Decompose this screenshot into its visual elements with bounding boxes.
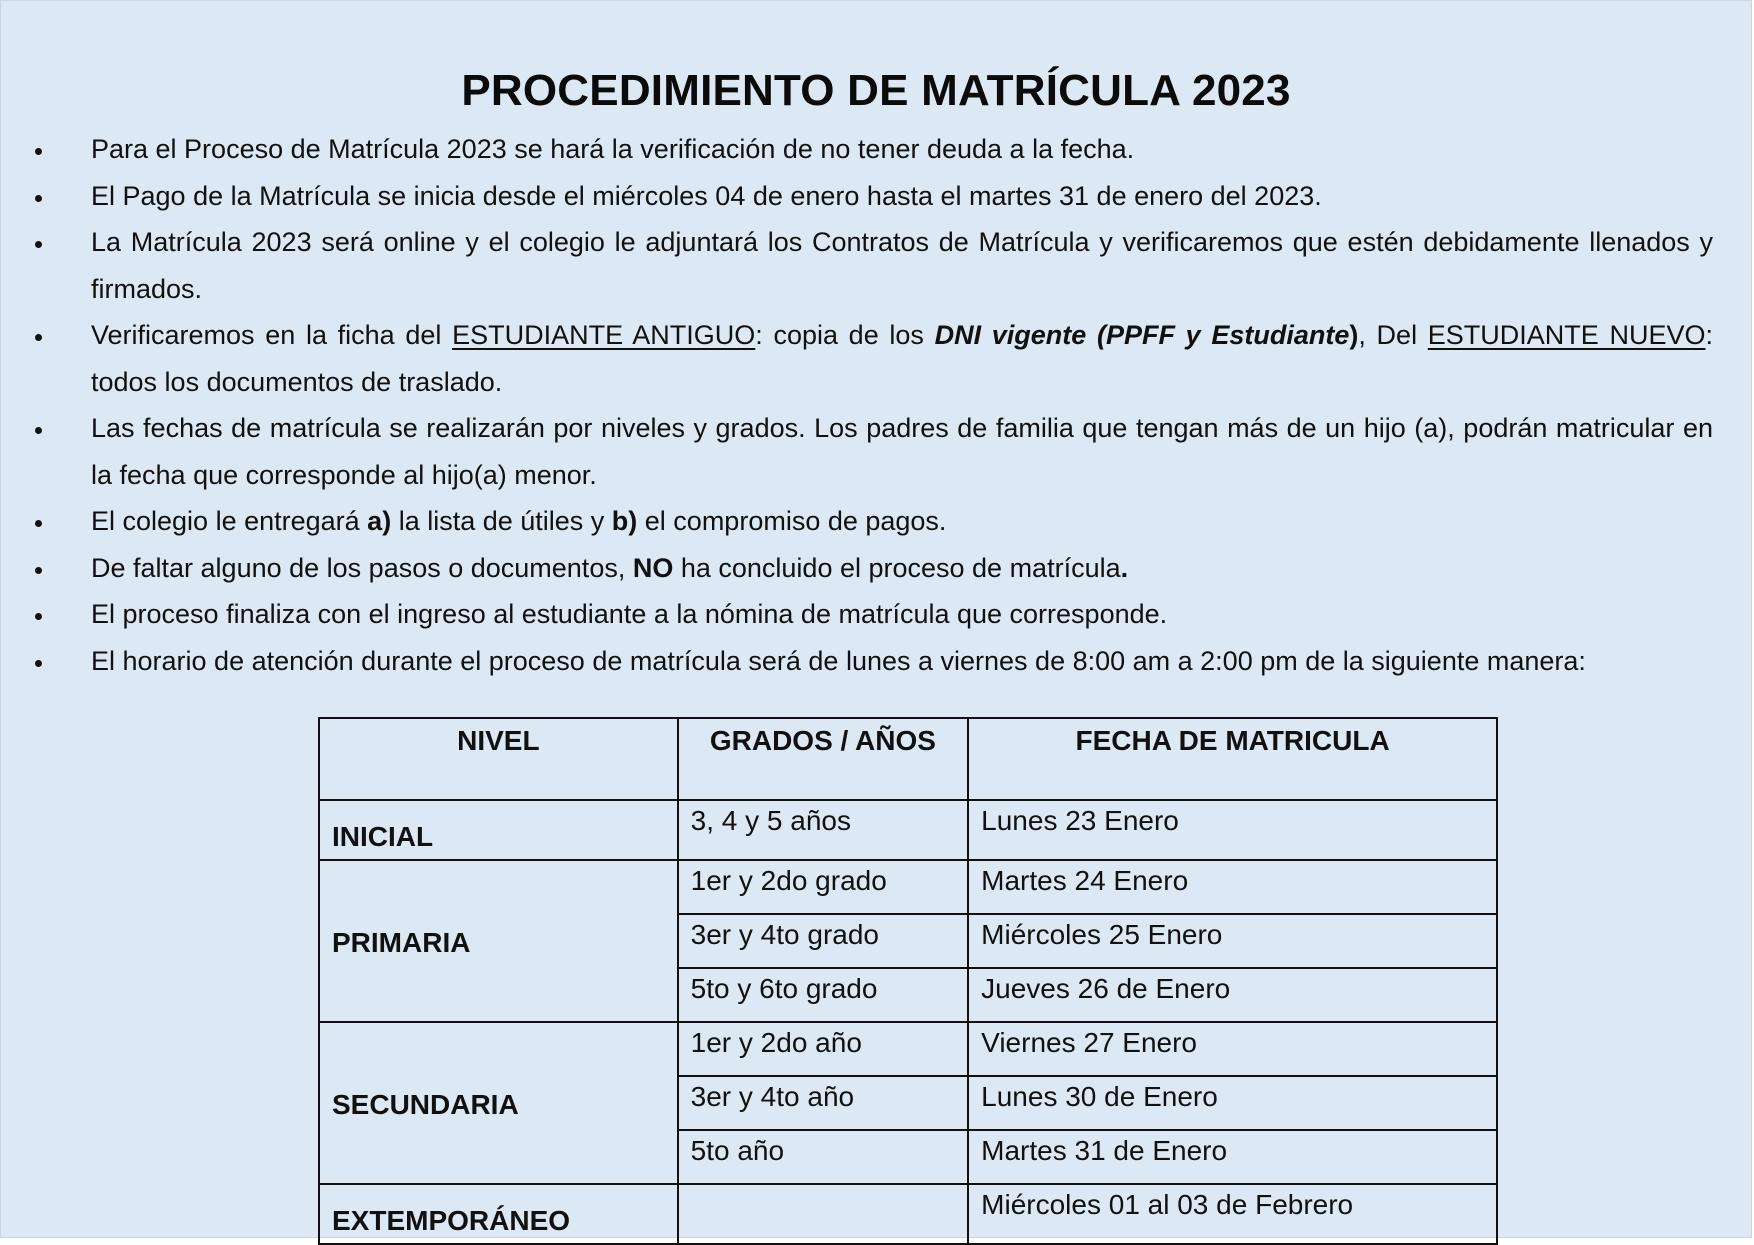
date-cell: Martes 31 de Enero xyxy=(968,1130,1497,1184)
list-item-text: ha concluido el proceso de matrícula xyxy=(673,552,1121,583)
grade-cell: 1er y 2do grado xyxy=(678,860,969,914)
bold-text: b) xyxy=(611,506,638,536)
list-item-text: Las fechas de matrícula se realizarán por niveles y grados. Los padres de familia que tengan más de un hijo (a), podrán matricular en la fecha que corresponde al hijo(a) menor. xyxy=(91,413,1713,490)
list-item xyxy=(91,173,1713,220)
grade-cell: 3er y 4to año xyxy=(678,1076,969,1130)
list-item-text: El colegio le entregará xyxy=(91,506,368,536)
bold-text: NO xyxy=(632,552,674,583)
list-item xyxy=(91,545,1713,592)
table-row xyxy=(319,800,1497,860)
bold-text: ) xyxy=(1349,320,1359,350)
table-row xyxy=(319,1184,1497,1244)
list-item-text: Para el Proceso de Matrícula 2023 se hará la verificación de no tener deuda a la fecha. xyxy=(91,134,1135,164)
list-item-text: La Matrícula 2023 será online y el colegio le adjuntará los Contratos de Matrícula y verificaremos que estén debidamente llenados y firmados. xyxy=(91,227,1713,304)
list-item xyxy=(91,591,1713,638)
grade-cell: 3er y 4to grado xyxy=(678,914,969,968)
list-item-text: El Pago de la Matrícula se inicia desde el miércoles 04 de enero hasta el martes 31 de enero del 2023. xyxy=(91,180,1322,211)
list-item-text: Verificaremos en la ficha del xyxy=(91,320,453,350)
list-item-text: el compromiso de pagos. xyxy=(637,506,947,536)
level-cell-inicial: INICIAL xyxy=(319,800,678,860)
date-cell: Miércoles 01 al 03 de Febrero xyxy=(968,1184,1497,1244)
table-header-row xyxy=(319,718,1497,800)
list-item xyxy=(91,312,1713,405)
level-cell-extemporaneo: EXTEMPORÁNEO xyxy=(319,1184,678,1244)
underlined-text: ESTUDIANTE ANTIGUO xyxy=(452,320,756,350)
list-item-text: , Del xyxy=(1358,320,1428,350)
list-item-text: De faltar alguno de los pasos o documentos, xyxy=(91,552,633,583)
grade-cell: 1er y 2do año xyxy=(678,1022,969,1076)
table-row xyxy=(319,1022,1497,1076)
grade-cell: 3, 4 y 5 años xyxy=(678,800,969,860)
list-item-text: El proceso finaliza con el ingreso al estudiante a la nómina de matrícula que corresponde. xyxy=(91,599,1168,629)
list-item xyxy=(91,638,1713,685)
list-item-text: : todos los documentos de traslado. xyxy=(91,320,1713,397)
list-item xyxy=(91,498,1713,545)
enrollment-schedule-table xyxy=(318,717,1498,1245)
date-cell: Viernes 27 Enero xyxy=(968,1022,1497,1076)
list-item-text: El horario de atención durante el proceso de matrícula será de lunes a viernes de 8:00 am a 2:00 pm de la siguiente manera: xyxy=(91,645,1586,676)
bold-italic-text: DNI vigente (PPFF y Estudiante xyxy=(934,320,1350,350)
column-header-nivel: NIVEL xyxy=(319,718,678,800)
list-item-text: la lista de útiles y xyxy=(391,506,612,536)
column-header-fecha: FECHA DE MATRICULA xyxy=(968,718,1497,800)
level-cell-primaria: PRIMARIA xyxy=(319,860,678,1022)
list-item xyxy=(91,405,1713,498)
procedure-list xyxy=(1,126,1751,684)
grade-cell xyxy=(678,1184,969,1244)
grade-cell: 5to y 6to grado xyxy=(678,968,969,1022)
table-row xyxy=(319,860,1497,914)
level-cell-secundaria: SECUNDARIA xyxy=(319,1022,678,1184)
bold-text: . xyxy=(1120,552,1129,583)
grade-cell: 5to año xyxy=(678,1130,969,1184)
date-cell: Jueves 26 de Enero xyxy=(968,968,1497,1022)
page-title: PROCEDIMIENTO DE MATRÍCULA 2023 xyxy=(461,66,1291,115)
date-cell: Martes 24 Enero xyxy=(968,860,1497,914)
date-cell: Lunes 30 de Enero xyxy=(968,1076,1497,1130)
date-cell: Lunes 23 Enero xyxy=(968,800,1497,860)
list-item xyxy=(91,126,1713,173)
underlined-text: ESTUDIANTE NUEVO xyxy=(1427,320,1706,350)
column-header-grados: GRADOS / AÑOS xyxy=(678,718,969,800)
date-cell: Miércoles 25 Enero xyxy=(968,914,1497,968)
bold-text: a) xyxy=(367,506,392,536)
list-item xyxy=(91,219,1713,312)
list-item-text: : copia de los xyxy=(755,320,935,350)
